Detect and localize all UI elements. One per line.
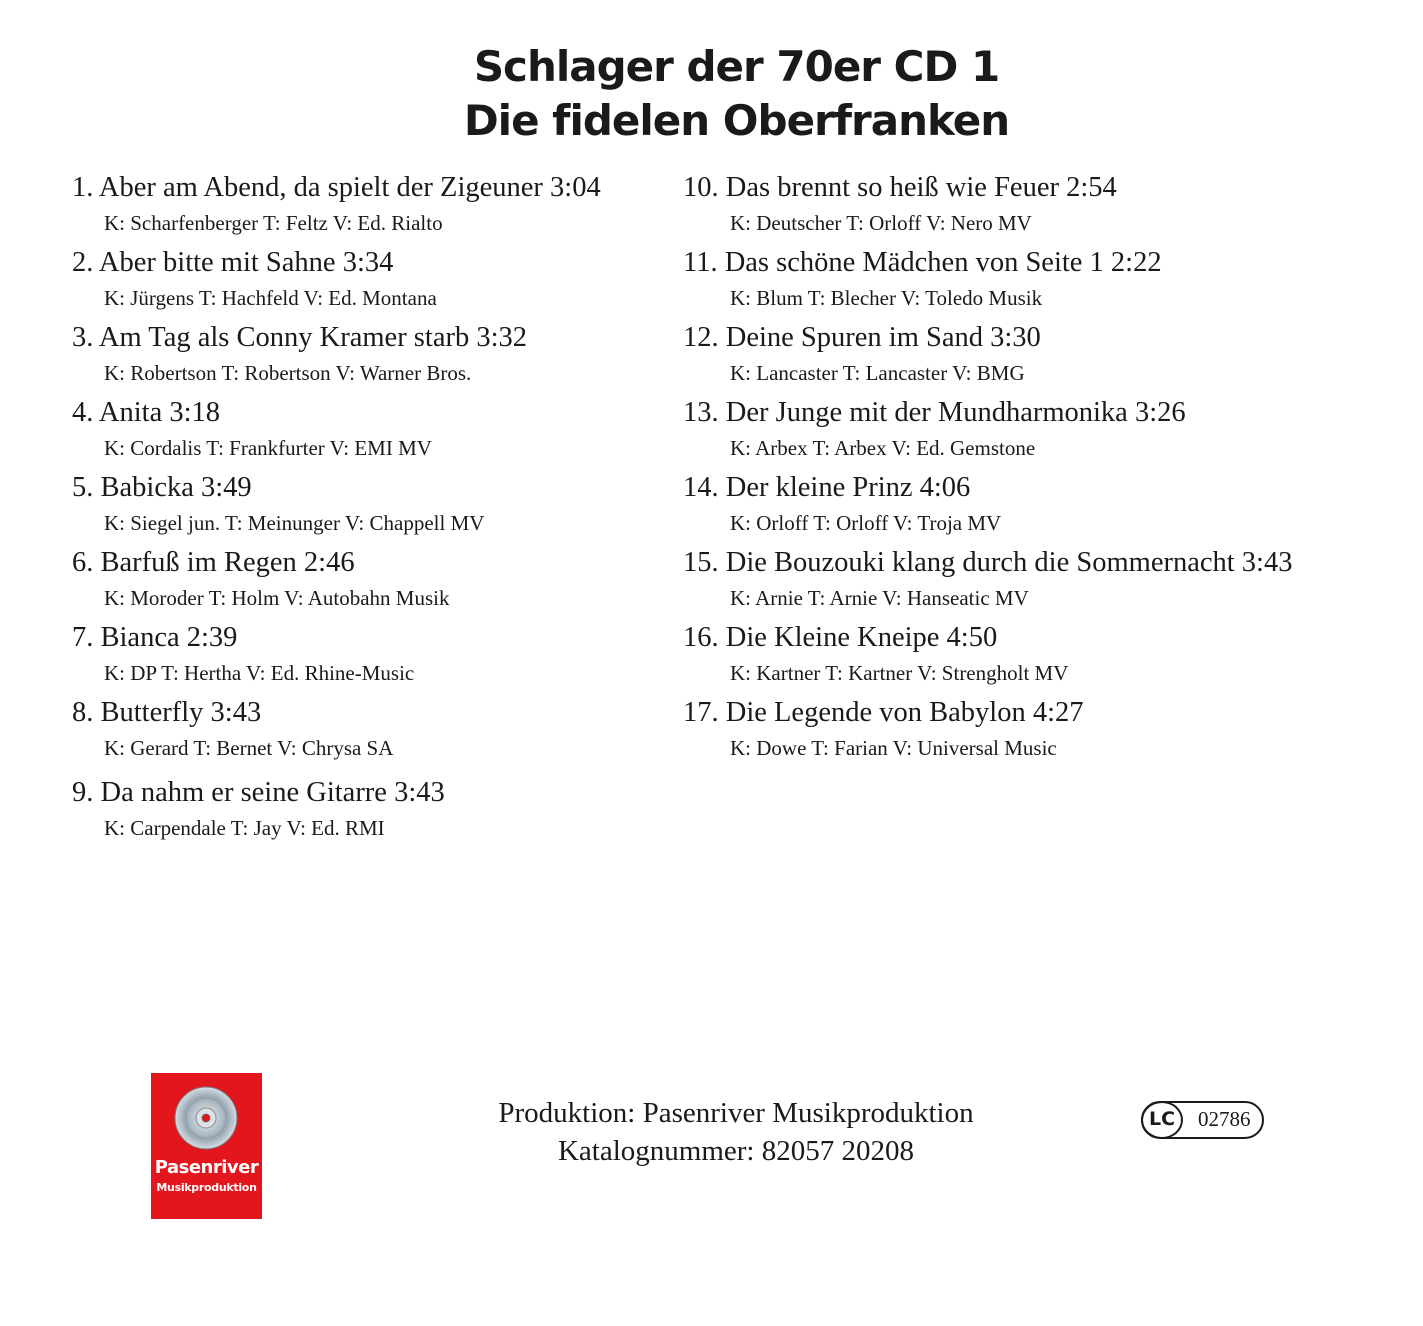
- track-item: [72, 618, 672, 693]
- track-credits: K: Arnie T: Arnie V: Hanseatic MV: [730, 586, 1029, 610]
- track-title: 13. Der Junge mit der Mundharmonika 3:26: [683, 397, 1186, 428]
- track-item: [683, 693, 1383, 768]
- production-line: Produktion: Pasenriver Musikproduktion: [498, 1097, 974, 1129]
- track-title: 10. Das brennt so heiß wie Feuer 2:54: [683, 172, 1117, 203]
- track-item: [683, 168, 1383, 243]
- track-item: [683, 543, 1383, 618]
- tracklist-right-column: [683, 168, 1383, 768]
- label-logo: [151, 1073, 262, 1219]
- track-item: [72, 468, 672, 543]
- track-credits: K: Lancaster T: Lancaster V: BMG: [730, 361, 1025, 385]
- album-title: Schlager der 70er CD 1: [473, 42, 1000, 91]
- artist-name: Die fidelen Oberfranken: [463, 96, 1010, 145]
- track-item: [72, 773, 672, 848]
- track-item: [72, 693, 672, 773]
- track-credits: K: Blum T: Blecher V: Toledo Musik: [730, 286, 1043, 310]
- track-title: 16. Die Kleine Kneipe 4:50: [683, 622, 998, 653]
- track-title: 4. Anita 3:18: [72, 397, 221, 428]
- track-title: 14. Der kleine Prinz 4:06: [683, 472, 971, 503]
- logo-name: Pasenriver: [154, 1157, 259, 1178]
- track-title: 11. Das schöne Mädchen von Seite 1 2:22: [683, 247, 1162, 278]
- track-credits: K: Carpendale T: Jay V: Ed. RMI: [104, 816, 385, 840]
- track-credits: K: Kartner T: Kartner V: Strengholt MV: [730, 661, 1069, 685]
- catalog-number: Katalognummer: 82057 20208: [557, 1135, 914, 1167]
- track-item: [683, 618, 1383, 693]
- track-credits: K: Dowe T: Farian V: Universal Music: [730, 736, 1057, 760]
- track-title: 15. Die Bouzouki klang durch die Sommernacht 3:43: [683, 547, 1293, 578]
- tracklist-left-column: [72, 168, 672, 848]
- track-credits: K: Gerard T: Bernet V: Chrysa SA: [104, 736, 394, 760]
- track-credits: K: Scharfenberger T: Feltz V: Ed. Rialto: [104, 211, 443, 235]
- track-title: 2. Aber bitte mit Sahne 3:34: [72, 247, 394, 278]
- track-item: [72, 318, 672, 393]
- track-title: 17. Die Legende von Babylon 4:27: [683, 697, 1084, 728]
- lc-prefix: LC: [1141, 1101, 1183, 1139]
- track-item: [683, 468, 1383, 543]
- label-code-badge: [1141, 1101, 1264, 1139]
- track-item: [72, 543, 672, 618]
- track-credits: K: DP T: Hertha V: Ed. Rhine-Music: [104, 661, 415, 685]
- track-title: 12. Deine Spuren im Sand 3:30: [683, 322, 1041, 353]
- track-item: [683, 318, 1383, 393]
- track-title: 6. Barfuß im Regen 2:46: [72, 547, 355, 578]
- track-title: 1. Aber am Abend, da spielt der Zigeuner 3:04: [72, 172, 601, 203]
- track-title: 9. Da nahm er seine Gitarre 3:43: [72, 777, 445, 808]
- track-title: 8. Butterfly 3:43: [72, 697, 262, 728]
- track-item: [72, 168, 672, 243]
- album-title-block: [0, 40, 1423, 148]
- track-credits: K: Orloff T: Orloff V: Troja MV: [730, 511, 1002, 535]
- track-credits: K: Arbex T: Arbex V: Ed. Gemstone: [730, 436, 1036, 460]
- track-title: 3. Am Tag als Conny Kramer starb 3:32: [72, 322, 527, 353]
- track-credits: K: Robertson T: Robertson V: Warner Bros.: [104, 361, 472, 385]
- track-credits: K: Moroder T: Holm V: Autobahn Musik: [104, 586, 450, 610]
- production-info: [430, 1094, 1042, 1170]
- track-credits: K: Siegel jun. T: Meinunger V: Chappell MV: [104, 511, 485, 535]
- track-item: [72, 243, 672, 318]
- lc-number: 02786: [1198, 1107, 1251, 1131]
- track-credits: K: Cordalis T: Frankfurter V: EMI MV: [104, 436, 432, 460]
- cd-disc-icon: [173, 1085, 239, 1151]
- track-title: 5. Babicka 3:49: [72, 472, 252, 503]
- track-item: [72, 393, 672, 468]
- track-title: 7. Bianca 2:39: [72, 622, 238, 653]
- logo-subtitle: Musikproduktion: [156, 1181, 257, 1194]
- track-credits: K: Deutscher T: Orloff V: Nero MV: [730, 211, 1032, 235]
- track-item: [683, 393, 1383, 468]
- track-credits: K: Jürgens T: Hachfeld V: Ed. Montana: [104, 286, 437, 310]
- track-item: [683, 243, 1383, 318]
